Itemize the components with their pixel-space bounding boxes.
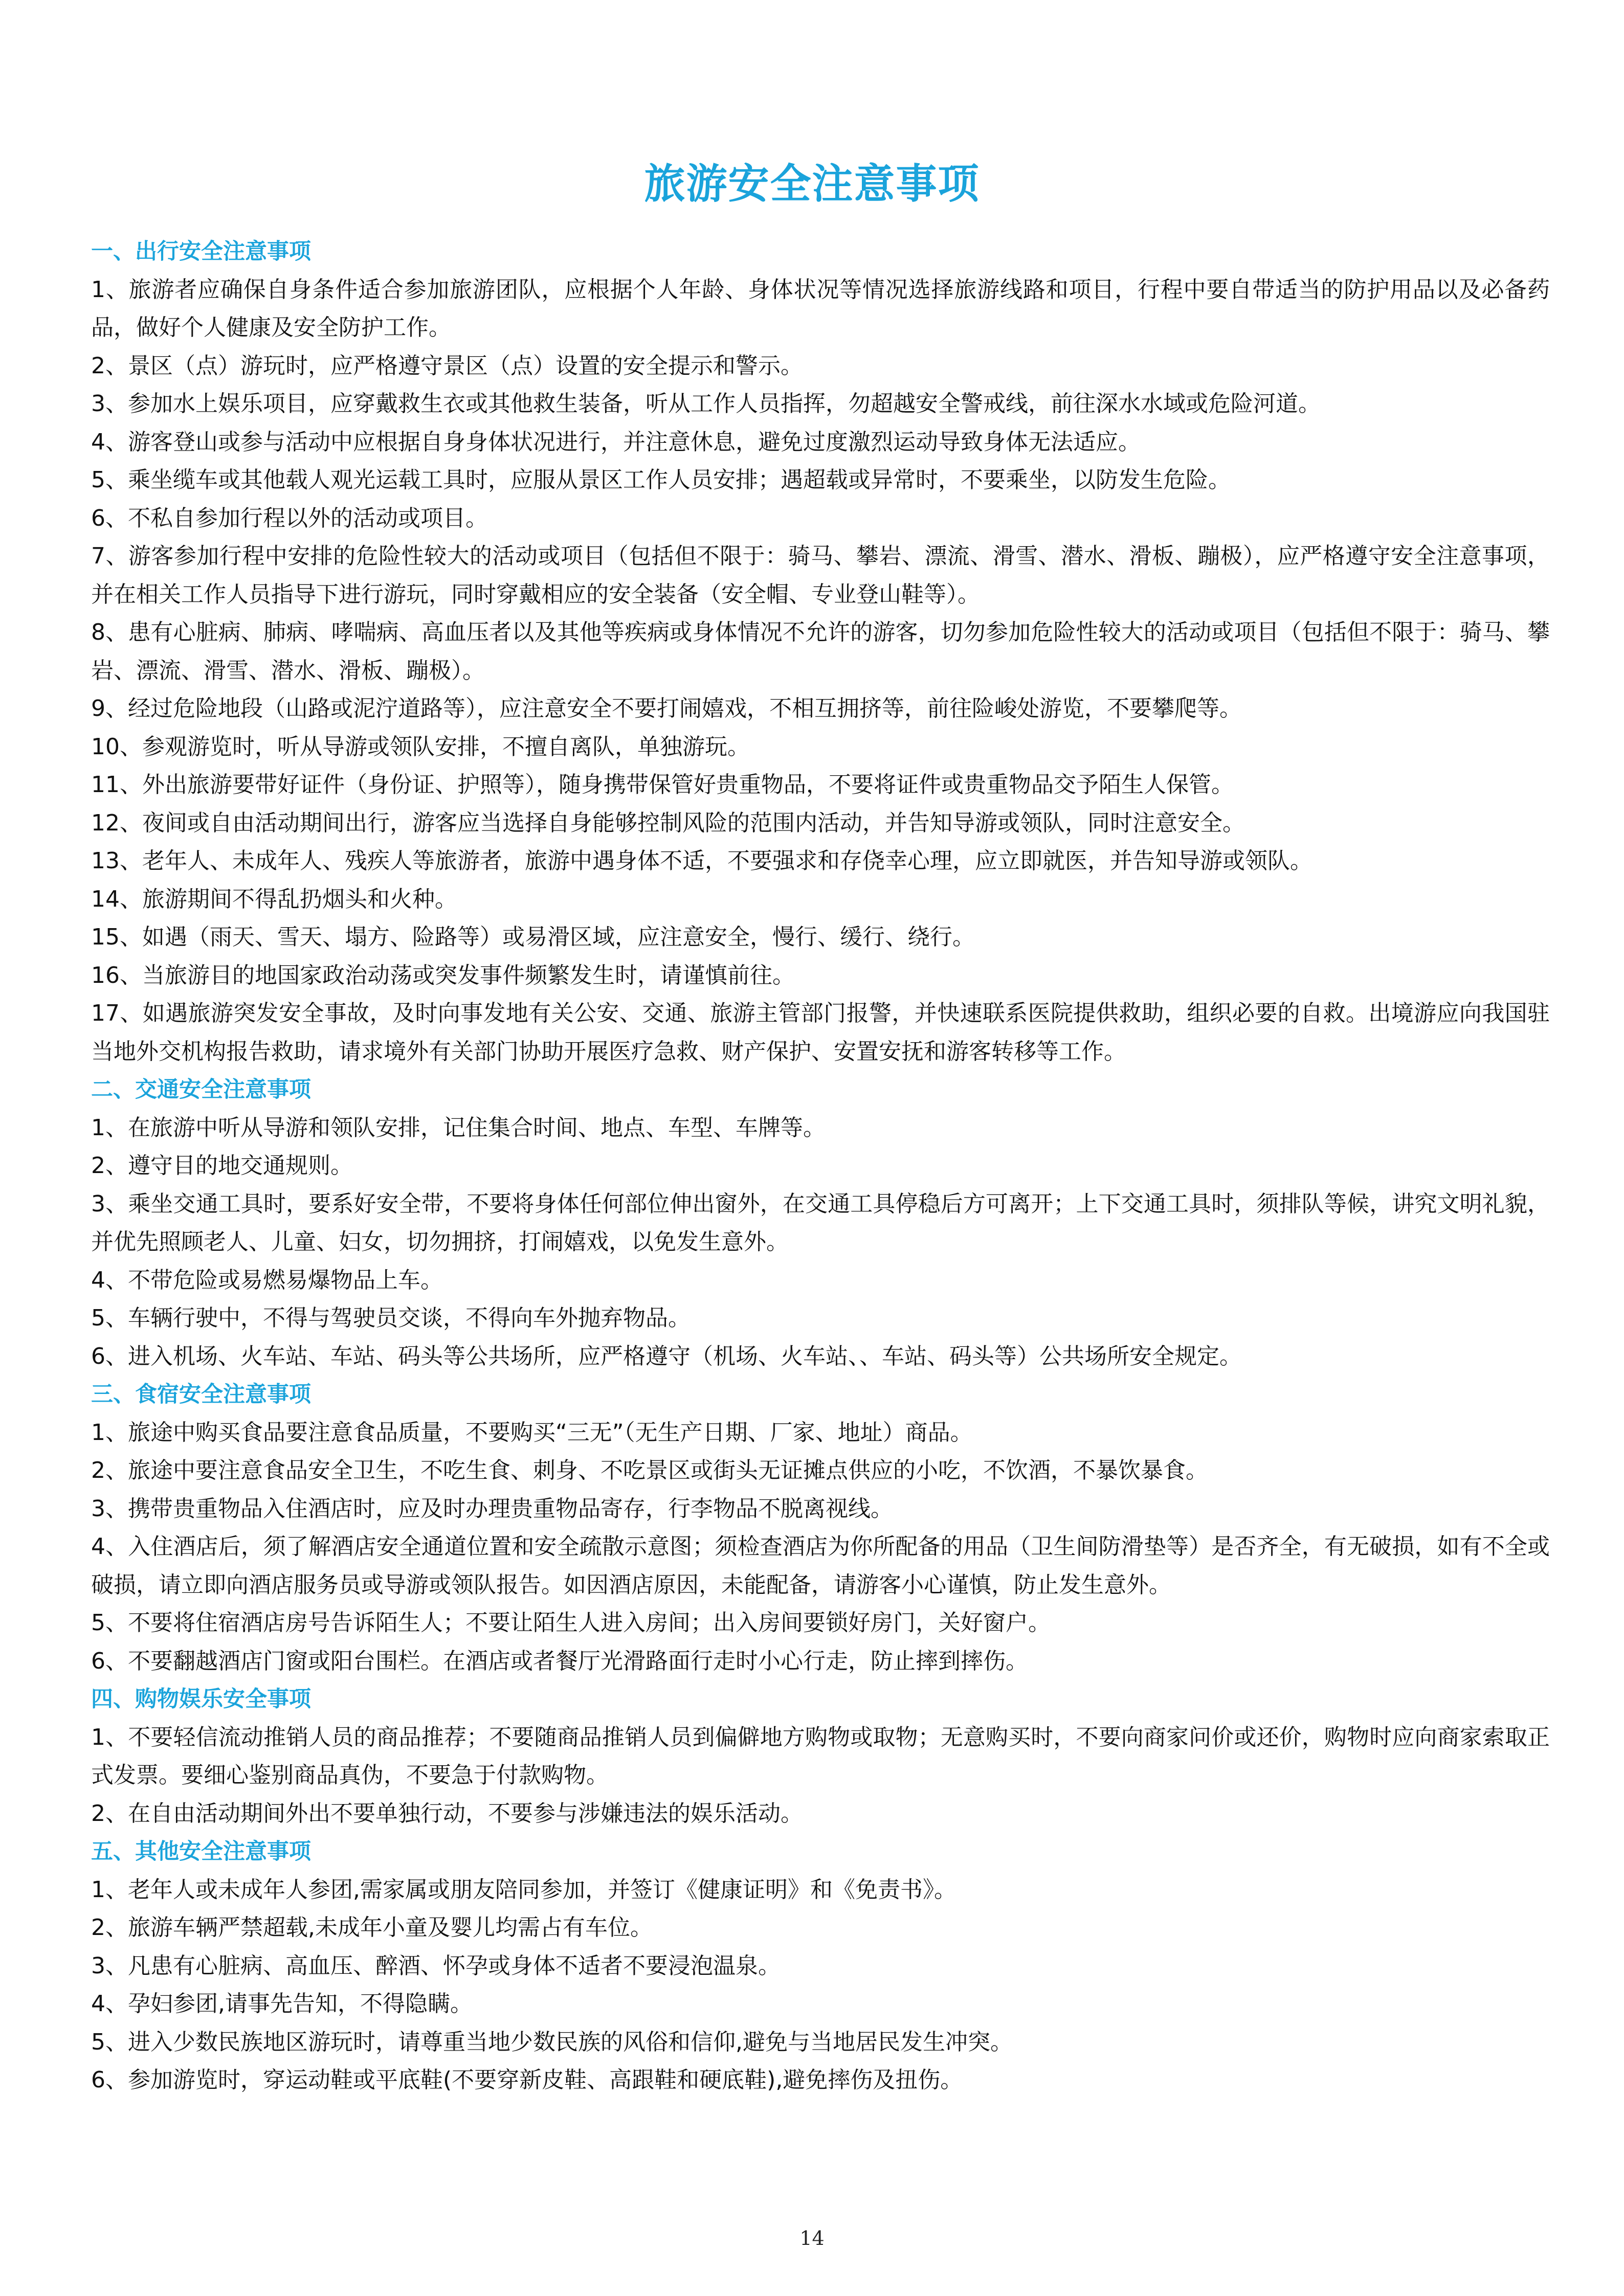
list-item: 3、携带贵重物品入住酒店时，应及时办理贵重物品寄存，行李物品不脱离视线。 bbox=[91, 1495, 893, 1522]
list-item: 3、参加水上娱乐项目，应穿戴救生衣或其他救生装备，听从工作人员指挥，勿超越安全警戒线，前往深水水域或危险河道。 bbox=[91, 391, 1321, 417]
list-item: 2、在自由活动期间外出不要单独行动，不要参与涉嫌违法的娱乐活动。 bbox=[91, 1800, 803, 1827]
list-item: 16、当旅游目的地国家政治动荡或突发事件频繁发生时，请谨慎前往。 bbox=[91, 962, 795, 988]
list-item: 2、旅途中要注意食品安全卫生，不吃生食、刺身、不吃景区或街头无证摊点供应的小吃，不饮酒，不暴饮暴食。 bbox=[91, 1457, 1208, 1483]
list-item: 9、经过危险地段（山路或泥泞道路等），应注意安全不要打闹嬉戏，不相互拥挤等，前往险峻处游览，不要攀爬等。 bbox=[91, 695, 1242, 722]
list-item: 2、遵守目的地交通规则。 bbox=[91, 1153, 353, 1179]
list-item: 5、乘坐缆车或其他载人观光运载工具时，应服从景区工作人员安排；遇超载或异常时，不要乘坐，以防发生危险。 bbox=[91, 467, 1231, 493]
list-item: 5、不要将住宿酒店房号告诉陌生人；不要让陌生人进入房间；出入房间要锁好房门，关好窗户。 bbox=[91, 1610, 1051, 1636]
list-item: 8、患有心脏病、肺病、哮喘病、高血压者以及其他等疾病或身体情况不允许的游客，切勿参加危险性较大的活动或项目（包括但不限于：骑马、攀岩、漂流、滑雪、潜水、滑板、蹦极）。 bbox=[91, 619, 1550, 684]
list-item: 1、不要轻信流动推销人员的商品推荐；不要随商品推销人员到偏僻地方购物或取物；无意购买时，不要向商家问价或还价，购物时应向商家索取正式发票。要细心鉴别商品真伪，不要急于付款购物。 bbox=[91, 1724, 1550, 1788]
section-heading: 五、其他安全注意事项 bbox=[91, 1839, 311, 1864]
list-item: 4、孕妇参团,请事先告知，不得隐瞒。 bbox=[91, 1991, 473, 2017]
list-item: 3、乘坐交通工具时，要系好安全带，不要将身体任何部位伸出窗外，在交通工具停稳后方可离开；上下交通工具时，须排队等候，讲究文明礼貌，并优先照顾老人、儿童、妇女，切勿拥挤，打闹嬉戏，以免发生意外。 bbox=[91, 1190, 1550, 1255]
list-item: 1、老年人或未成年人参团,需家属或朋友陪同参加，并签订《健康证明》和《免责书》。 bbox=[91, 1876, 956, 1903]
list-item: 2、旅游车辆严禁超载,未成年小童及婴儿均需占有车位。 bbox=[91, 1915, 653, 1941]
list-item: 3、凡患有心脏病、高血压、醉酒、怀孕或身体不适者不要浸泡温泉。 bbox=[91, 1952, 781, 1979]
page-title: 旅游安全注意事项 bbox=[644, 160, 980, 208]
list-item: 5、进入少数民族地区游玩时，请尊重当地少数民族的风俗和信仰,避免与当地居民发生冲突。 bbox=[91, 2029, 1013, 2055]
list-item: 10、参观游览时，听从导游或领队安排，不擅自离队，单独游玩。 bbox=[91, 733, 750, 760]
list-item: 2、景区（点）游玩时，应严格遵守景区（点）设置的安全提示和警示。 bbox=[91, 352, 803, 379]
list-item: 1、在旅游中听从导游和领队安排，记住集合时间、地点、车型、车牌等。 bbox=[91, 1114, 826, 1141]
list-item: 6、不要翻越酒店门窗或阳台围栏。在酒店或者餐厅光滑路面行走时小心行走，防止摔到摔伤。 bbox=[91, 1648, 1028, 1674]
section bbox=[91, 1680, 1550, 1833]
list-item: 11、外出旅游要带好证件（身份证、护照等），随身携带保管好贵重物品，不要将证件或贵重物品交予陌生人保管。 bbox=[91, 772, 1234, 798]
list-item: 15、如遇（雨天、雪天、塌方、险路等）或易滑区域，应注意安全，慢行、缓行、绕行。 bbox=[91, 924, 975, 950]
section bbox=[91, 233, 1550, 1071]
list-item: 4、游客登山或参与活动中应根据自身身体状况进行，并注意休息，避免过度激烈运动导致身体无法适应。 bbox=[91, 429, 1141, 455]
list-item: 4、入住酒店后，须了解酒店安全通道位置和安全疏散示意图；须检查酒店为你所配备的用品（卫生间防滑垫等）是否齐全，有无破损，如有不全或破损，请立即向酒店服务员或导游或领队报告。如因酒店原因，未能配备，请游客小心谨慎，防止发生意外。 bbox=[91, 1534, 1550, 1598]
list-item: 6、不私自参加行程以外的活动或项目。 bbox=[91, 505, 488, 531]
document-body bbox=[91, 233, 1550, 2100]
section bbox=[91, 1376, 1550, 1680]
list-item: 6、参加游览时，穿运动鞋或平底鞋(不要穿新皮鞋、高跟鞋和硬底鞋),避免摔伤及扭伤。 bbox=[91, 2067, 963, 2093]
list-item: 13、老年人、未成年人、残疾人等旅游者，旅游中遇身体不适，不要强求和存侥幸心理，应立即就医，并告知导游或领队。 bbox=[91, 848, 1312, 874]
list-item: 1、旅游者应确保自身条件适合参加旅游团队，应根据个人年龄、身体状况等情况选择旅游线路和项目，行程中要自带适当的防护用品以及必备药品，做好个人健康及安全防护工作。 bbox=[91, 276, 1550, 341]
list-item: 12、夜间或自由活动期间出行，游客应当选择自身能够控制风险的范围内活动，并告知导游或领队，同时注意安全。 bbox=[91, 809, 1245, 836]
list-item: 1、旅途中购买食品要注意食品质量，不要购买“三无”（无生产日期、厂家、地址）商品。 bbox=[91, 1419, 973, 1446]
list-item: 6、进入机场、火车站、车站、码头等公共场所，应严格遵守（机场、火车站、、车站、码头等）公共场所安全规定。 bbox=[91, 1343, 1242, 1369]
section-heading: 四、购物娱乐安全事项 bbox=[91, 1686, 311, 1712]
page-number: 14 bbox=[799, 2227, 825, 2249]
list-item: 14、旅游期间不得乱扔烟头和火种。 bbox=[91, 886, 457, 912]
list-item: 5、车辆行驶中，不得与驾驶员交谈，不得向车外抛弃物品。 bbox=[91, 1305, 691, 1331]
section bbox=[91, 1071, 1550, 1376]
list-item: 4、不带危险或易燃易爆物品上车。 bbox=[91, 1267, 443, 1293]
section-heading: 三、食宿安全注意事项 bbox=[91, 1382, 311, 1407]
section-heading: 一、出行安全注意事项 bbox=[91, 239, 311, 264]
section bbox=[91, 1833, 1550, 2100]
list-item: 17、如遇旅游突发安全事故，及时向事发地有关公安、交通、旅游主管部门报警，并快速联系医院提供救助，组织必要的自救。出境游应向我国驻当地外交机构报告救助，请求境外有关部门协助开展医疗急救、财产保护、安置安抚和游客转移等工作。 bbox=[91, 1000, 1550, 1065]
section-heading: 二、交通安全注意事项 bbox=[91, 1077, 311, 1102]
list-item: 7、游客参加行程中安排的危险性较大的活动或项目（包括但不限于：骑马、攀岩、漂流、滑雪、潜水、滑板、蹦极），应严格遵守安全注意事项，并在相关工作人员指导下进行游玩，同时穿戴相应的安全装备（安全帽、专业登山鞋等）。 bbox=[91, 543, 1550, 607]
